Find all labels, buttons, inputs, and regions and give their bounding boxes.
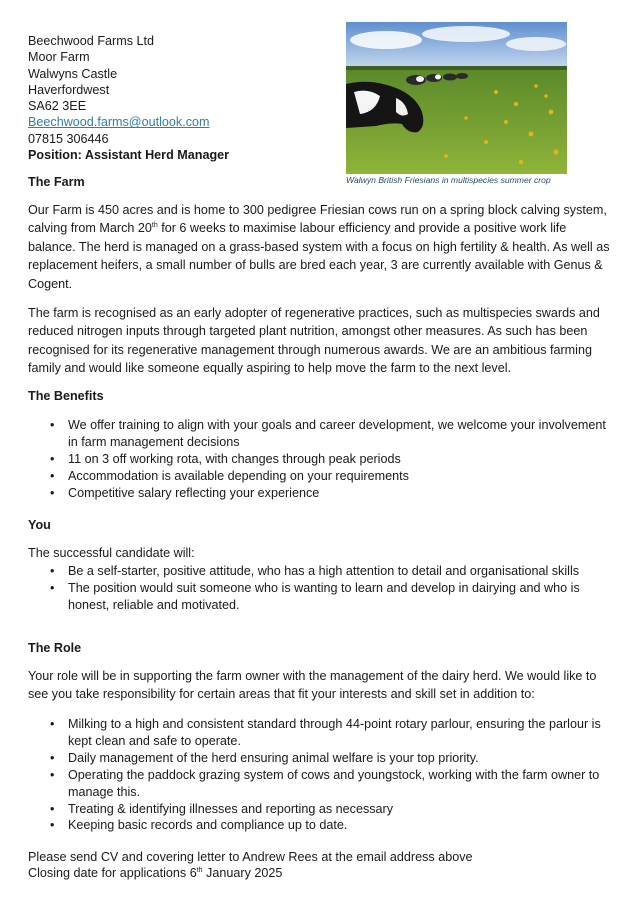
list-item: • The position would suit someone who is wanting to learn and develop in dairying and who is honest, reliable and motivated. — [50, 580, 580, 612]
address-block — [28, 33, 229, 163]
role-list — [28, 716, 613, 834]
address-line-2: Walwyns Castle — [28, 66, 118, 81]
phone-number: 07815 306446 — [28, 131, 109, 146]
address-line-1: Moor Farm — [28, 50, 90, 65]
cows-photo — [346, 22, 567, 174]
position-title: Position: Assistant Herd Manager — [28, 148, 230, 163]
you-list — [28, 563, 613, 614]
list-item: • 11 on 3 off working rota, with changes through peak periods — [50, 451, 401, 466]
list-item: • Operating the paddock grazing system of cows and youngstock, working with the farm owner to manage this. — [50, 767, 600, 799]
list-item: • Treating & identifying illnesses and reporting as necessary — [50, 801, 394, 816]
list-item: • Keeping basic records and compliance up to date. — [50, 818, 348, 833]
closing-instructions: Please send CV and covering letter to Andrew Rees at the email address above — [28, 850, 473, 864]
cows-photo-illustration — [346, 22, 567, 174]
farm-heading: The Farm — [28, 175, 85, 189]
role-heading: The Role — [28, 641, 82, 655]
farm-paragraph-1: Our Farm is 450 acres and is home to 300 pedigree Friesian cows run on a spring block calving system, calving from March 20th for 6 weeks to maximise labour efficiency and provide a positive work life balance. The herd is managed on a grass-based system with a focus on high fertility & health. As well as replacement heifers, a small number of bulls are bred each year, 3 are currently available with Genus & Cogent. — [28, 203, 610, 291]
postcode: SA62 3EE — [28, 99, 87, 114]
closing-date: Closing date for applications 6th January 2025 — [28, 866, 283, 880]
list-item: • We offer training to align with your goals and career development, we welcome your involvement in farm management decisions — [50, 418, 606, 449]
you-heading: You — [28, 518, 51, 532]
role-intro: Your role will be in supporting the farm owner with the management of the dairy herd. We would like to see you take responsibility for certain areas that fit your interests and skill set in addition to: — [28, 669, 597, 702]
address-line-3: Haverfordwest — [28, 82, 110, 97]
benefits-list — [28, 417, 613, 502]
you-intro: The successful candidate will: — [28, 546, 195, 560]
list-item: • Be a self-starter, positive attitude, who has a high attention to detail and organisational skills — [50, 564, 580, 578]
list-item: • Daily management of the herd ensuring animal welfare is your top priority. — [50, 750, 479, 765]
benefits-heading: The Benefits — [28, 389, 104, 403]
list-item: • Accommodation is available depending on your requirements — [50, 468, 409, 483]
list-item: • Competitive salary reflecting your experience — [50, 485, 320, 500]
photo-caption: Walwyn British Friesians in multispecies summer crop — [346, 175, 551, 185]
company-name: Beechwood Farms Ltd — [28, 34, 154, 48]
list-item: • Milking to a high and consistent standard through 44-point rotary parlour, ensuring the parlour is kept clean and safe to operate. — [50, 717, 601, 748]
email-link[interactable]: Beechwood.farms@outlook.com — [28, 115, 210, 130]
farm-paragraph-2: The farm is recognised as an early adopter of regenerative practices, such as multispecies swards and reduced nitrogen inputs through targeted plant nutrition, amongst other measures. As such has been recognised for its regenerative management through numerous awards. We are an ambitious farming family and would like someone equally aspiring to help move the farm to the next level. — [28, 306, 600, 376]
